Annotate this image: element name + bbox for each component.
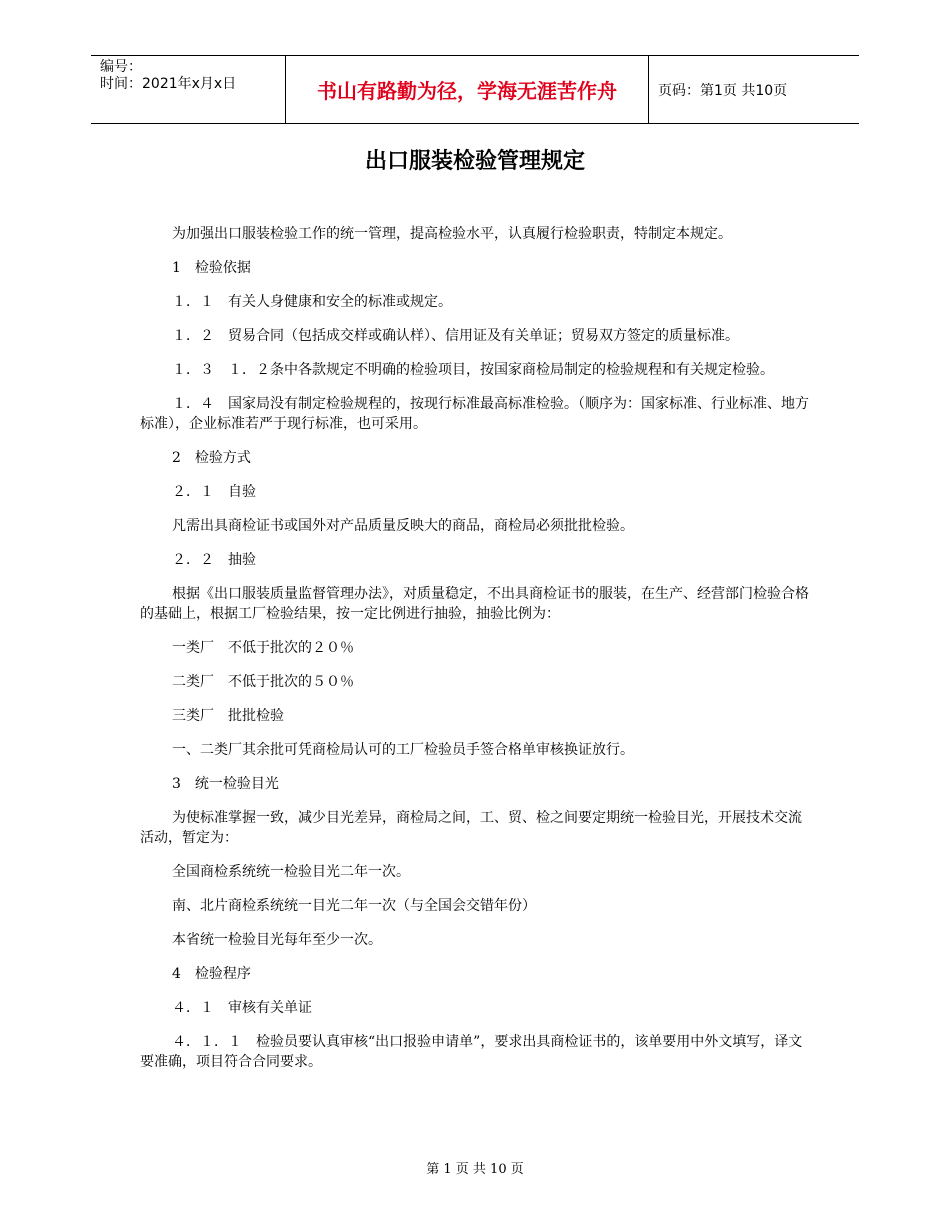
paragraph: 为使标准掌握一致，减少目光差异，商检局之间，工、贸、检之间要定期统一检验目光，开展技术交流活动，暂定为： bbox=[140, 810, 802, 846]
paragraph: 三类厂 批批检验 bbox=[172, 708, 284, 724]
document-number-label: 编号： bbox=[100, 59, 142, 75]
paragraph: 二类厂 不低于批次的５０％ bbox=[172, 674, 354, 690]
paragraph: 一类厂 不低于批次的２０％ bbox=[172, 640, 354, 656]
header-page-info: 页码：第1页 共10页 bbox=[658, 82, 788, 99]
header-meta bbox=[91, 56, 286, 123]
header-motto: 书山有路勤为径，学海无涯苦作舟 bbox=[286, 56, 649, 123]
document-header bbox=[91, 55, 859, 124]
paragraph: ２．１ 自验 bbox=[172, 484, 256, 500]
paragraph: １．２ 贸易合同（包括成交样或确认样）、信用证及有关单证；贸易双方签定的质量标准。 bbox=[172, 328, 739, 344]
document-body bbox=[140, 224, 812, 1086]
document-title: 出口服装检验管理规定 bbox=[364, 149, 585, 174]
document-time: 时间：2021年x月x日 bbox=[100, 76, 237, 92]
paragraph: ４．１ 审核有关单证 bbox=[172, 1000, 312, 1016]
paragraph: 南、北片商检系统统一目光二年一次（与全国会交错年份） bbox=[172, 898, 536, 914]
section-heading: 3 统一检验目光 bbox=[172, 776, 279, 792]
paragraph: １．１ 有关人身健康和安全的标准或规定。 bbox=[172, 294, 452, 310]
page-footer: 第 1 页 共 10 页 bbox=[426, 1162, 524, 1177]
paragraph: 本省统一检验目光每年至少一次。 bbox=[172, 932, 382, 948]
paragraph: １．４ 国家局没有制定检验规程的，按现行标准最高标准检验。（顺序为：国家标准、行业标准、地方标准），企业标准若严于现行标准，也可采用。 bbox=[140, 396, 809, 432]
paragraph: ４．１．１ 检验员要认真审核“出口报验申请单”，要求出具商检证书的，该单要用中外文填写，译文要准确，项目符合合同要求。 bbox=[140, 1034, 803, 1070]
section-heading: 1 检验依据 bbox=[172, 260, 251, 276]
paragraph: １．３ １．２条中各款规定不明确的检验项目，按国家商检局制定的检验规程和有关规定检验。 bbox=[172, 362, 774, 378]
section-heading: 2 检验方式 bbox=[172, 450, 251, 466]
paragraph: ２．２ 抽验 bbox=[172, 552, 256, 568]
paragraph: 为加强出口服装检验工作的统一管理，提高检验水平，认真履行检验职责，特制定本规定。 bbox=[172, 226, 732, 242]
section-heading: 4 检验程序 bbox=[172, 966, 251, 982]
paragraph: 全国商检系统统一检验目光二年一次。 bbox=[172, 864, 410, 880]
paragraph: 一、二类厂其余批可凭商检局认可的工厂检验员手签合格单审核换证放行。 bbox=[172, 742, 634, 758]
paragraph: 根据《出口服装质量监督管理办法》，对质量稳定，不出具商检证书的服装，在生产、经营部门检验合格的基础上，根据工厂检验结果，按一定比例进行抽验，抽验比例为： bbox=[140, 586, 809, 622]
paragraph: 凡需出具商检证书或国外对产品质量反映大的商品，商检局必须批批检验。 bbox=[172, 518, 634, 534]
